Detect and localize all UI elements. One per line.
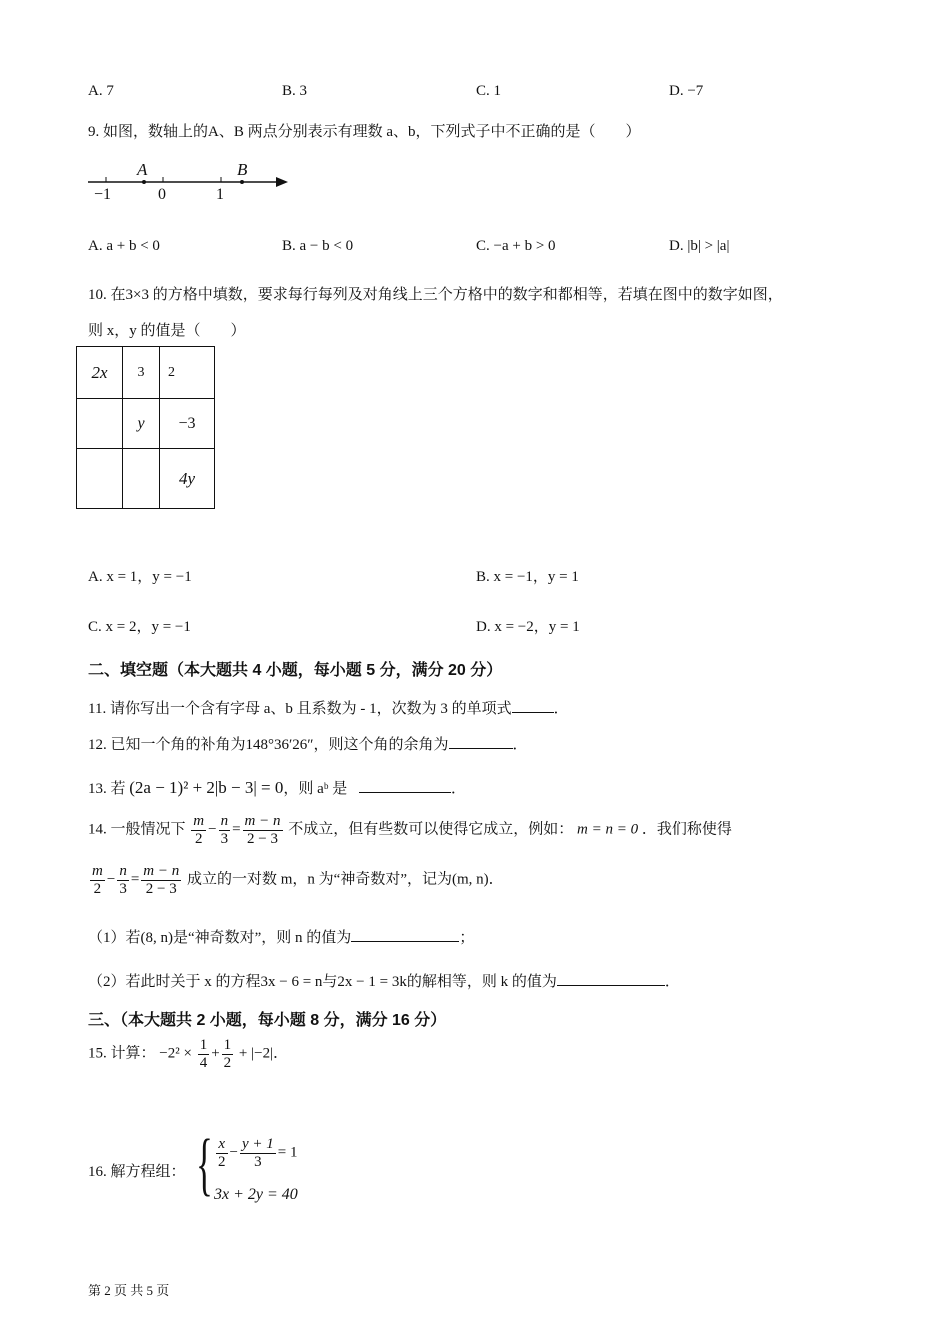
minus-sign: − xyxy=(229,1144,238,1161)
q10-option-b: B. x = −1，y = 1 xyxy=(476,569,579,585)
q16-equation-2: 3x + 2y = 40 xyxy=(214,1186,298,1203)
q10-stem-line1: 10. 在3×3 的方格中填数，要求每行每列及对角线上三个方格中的数字和都相等，若填在图中的数字如图， xyxy=(88,287,783,303)
q14-sub1-stem: （1）若(8, n)是“神奇数对”，则 n 的值为 xyxy=(88,930,352,946)
q14-prefix: 14. 一般情况下 xyxy=(88,821,186,838)
fraction-m-over-2 xyxy=(191,813,206,847)
fraction-1-over-2 xyxy=(222,1037,234,1071)
q9-option-a: A. a + b < 0 xyxy=(88,238,160,254)
number-line-label-b: B xyxy=(237,160,248,179)
q11-text: 11. 请你写出一个含有字母 a、b 且系数为 - 1，次数为 3 的单项式 ． xyxy=(88,697,569,718)
fraction-m-minus-n xyxy=(243,813,283,847)
grid-cell xyxy=(77,449,123,509)
section-3-heading: 三、（本大题共 2 小题，每小题 8 分，满分 16 分） xyxy=(88,1012,447,1029)
numerator: m − n xyxy=(143,863,180,879)
grid-cell xyxy=(77,399,123,449)
grid-cell: 4y xyxy=(160,449,215,509)
q9-option-d: D. |b| > |a| xyxy=(669,238,730,254)
q10-option-d: D. x = −2，y = 1 xyxy=(476,619,580,635)
q12-text: 12. 已知一个角的补角为148°36′26″，则这个角的余角为 ． xyxy=(88,733,528,754)
q14-line2: $\frac{m}{2}$ − $\frac{n}{3}$ = $\frac{m - n}{2 - 3}$ 成立的一对数 m，n 为“神奇数对”，记为(m, n)． xyxy=(92,863,504,897)
denominator: 2 − 3 xyxy=(145,880,177,897)
q12-answer-blank xyxy=(449,734,513,749)
denominator: 3 xyxy=(220,830,229,847)
q14-mid: 不成立，但有些数可以使得它成立，例如： xyxy=(288,821,574,838)
q9-number-line xyxy=(84,158,294,208)
tick-label-neg1: −1 xyxy=(94,186,112,203)
equation-rhs: = 1 xyxy=(277,1144,298,1161)
point-b xyxy=(240,180,244,184)
page-footer: 第 2 页 共 5 页 xyxy=(88,1283,170,1298)
fraction-m-over-2 xyxy=(90,863,105,897)
numerator: n xyxy=(220,813,229,829)
q14-sub2-stem: （2）若此时关于 x 的方程3x − 6 = n与2x − 1 = 3k的解相等，则 k 的值为 xyxy=(88,974,557,990)
q13-text: 13. 若 (2a − 1)² + 2|b − 3| = 0，则 aᵇ 是 ． xyxy=(88,778,466,797)
fraction-m-minus-n xyxy=(141,863,181,897)
number-line-label-a: A xyxy=(137,160,148,179)
tick-label-0: 0 xyxy=(158,186,166,203)
q8-option-d: D. −7 xyxy=(669,83,704,99)
fraction-n-over-3 xyxy=(117,863,129,897)
q14-sub2: （2）若此时关于 x 的方程3x − 6 = n与2x − 1 = 3k的解相等，则 k 的值为 ． xyxy=(88,970,680,991)
grid-cell: −3 xyxy=(160,399,215,449)
denominator: 2 xyxy=(218,1153,226,1170)
tick-label-1: 1 xyxy=(216,186,224,203)
point-a xyxy=(142,180,146,184)
q15-part-c: + |−2|． xyxy=(238,1045,289,1062)
q15-text xyxy=(88,1037,288,1071)
numerator: m − n xyxy=(244,813,281,829)
q13-suffix: ，则 aᵇ 是 xyxy=(283,781,348,797)
denominator: 2 xyxy=(194,830,203,847)
q13-answer-blank xyxy=(359,778,451,793)
fraction-y-plus-1-over-3 xyxy=(240,1136,276,1170)
fraction-n-over-3 xyxy=(219,813,231,847)
section-2-heading: 二、填空题（本大题共 4 小题，每小题 5 分，满分 20 分） xyxy=(88,662,503,679)
q15-prefix: 15. 计算： xyxy=(88,1045,156,1062)
denominator: 2 xyxy=(223,1054,232,1071)
denominator: 3 xyxy=(119,880,127,897)
q9-option-c: C. −a + b > 0 xyxy=(476,238,556,254)
numerator: x xyxy=(216,1136,228,1154)
q9-stem: 9. 如图，数轴上的A、B 两点分别表示有理数 a、b，下列式子中不正确的是（ ） xyxy=(88,124,641,140)
fraction-x-over-2 xyxy=(216,1136,228,1170)
denominator: 3 xyxy=(254,1153,262,1170)
q10-stem-line2: 则 x，y 的值是（ ） xyxy=(88,323,246,339)
numerator: m xyxy=(92,863,103,879)
grid-cell: y xyxy=(123,399,160,449)
q8-option-a: A. 7 xyxy=(88,83,114,99)
grid-cell xyxy=(123,449,160,509)
q14-example: m = n = 0 xyxy=(577,821,639,838)
q10-option-c: C. x = 2，y = −1 xyxy=(88,619,191,635)
q10-option-a: A. x = 1，y = −1 xyxy=(88,569,192,585)
fraction-1-over-4 xyxy=(198,1037,210,1071)
numerator: n xyxy=(119,863,127,879)
q14-sub2-answer-blank xyxy=(557,971,665,986)
q11-answer-blank xyxy=(512,698,554,713)
q14-sub1: （1）若(8, n)是“神奇数对”，则 n 的值为 ； xyxy=(88,926,474,947)
q16-prefix: 16. 解方程组： xyxy=(88,1164,186,1180)
q11-stem: 11. 请你写出一个含有字母 a、b 且系数为 - 1，次数为 3 的单项式 xyxy=(88,701,512,717)
numerator: 1 xyxy=(223,1037,232,1053)
axis-arrow-icon xyxy=(276,177,288,187)
magic-square-grid xyxy=(76,346,215,509)
q15-part-a: −2² × xyxy=(159,1045,192,1062)
denominator: 2 − 3 xyxy=(247,830,279,847)
denominator: 4 xyxy=(199,1054,208,1071)
q8-option-b: B. 3 xyxy=(282,83,308,99)
q9-option-b: B. a − b < 0 xyxy=(282,238,354,254)
q14-line2-text: 成立的一对数 m，n 为“神奇数对”，记为(m, n)． xyxy=(187,871,504,888)
numerator: 1 xyxy=(199,1037,208,1053)
denominator: 2 xyxy=(93,880,102,897)
q14-sub1-answer-blank xyxy=(351,927,459,942)
system-brace-icon: { xyxy=(196,1126,213,1203)
q13-expression: (2a − 1)² + 2|b − 3| = 0 xyxy=(129,778,284,797)
grid-cell: 2 xyxy=(160,347,215,399)
q14-tail: ．我们称使得 xyxy=(641,821,732,838)
numerator: y + 1 xyxy=(241,1136,274,1152)
q8-option-c: C. 1 xyxy=(476,83,502,99)
grid-cell: 2x xyxy=(77,347,123,399)
grid-cell: 3 xyxy=(123,347,160,399)
q12-stem: 12. 已知一个角的补角为148°36′26″，则这个角的余角为 xyxy=(88,737,449,753)
q16-equation-1 xyxy=(214,1136,297,1170)
plus-sign: + xyxy=(211,1045,220,1062)
q13-prefix: 13. 若 xyxy=(88,781,126,797)
q14-line1: 14. 一般情况下 $\frac{m}{2}$ − $\frac{n}{3}$ = $\frac{m - n}{2 - 3}$ 不成立，但有些数可以使得它成立，例如： m = n = 0 ．我们称使得 xyxy=(88,813,732,847)
numerator: m xyxy=(193,813,205,829)
